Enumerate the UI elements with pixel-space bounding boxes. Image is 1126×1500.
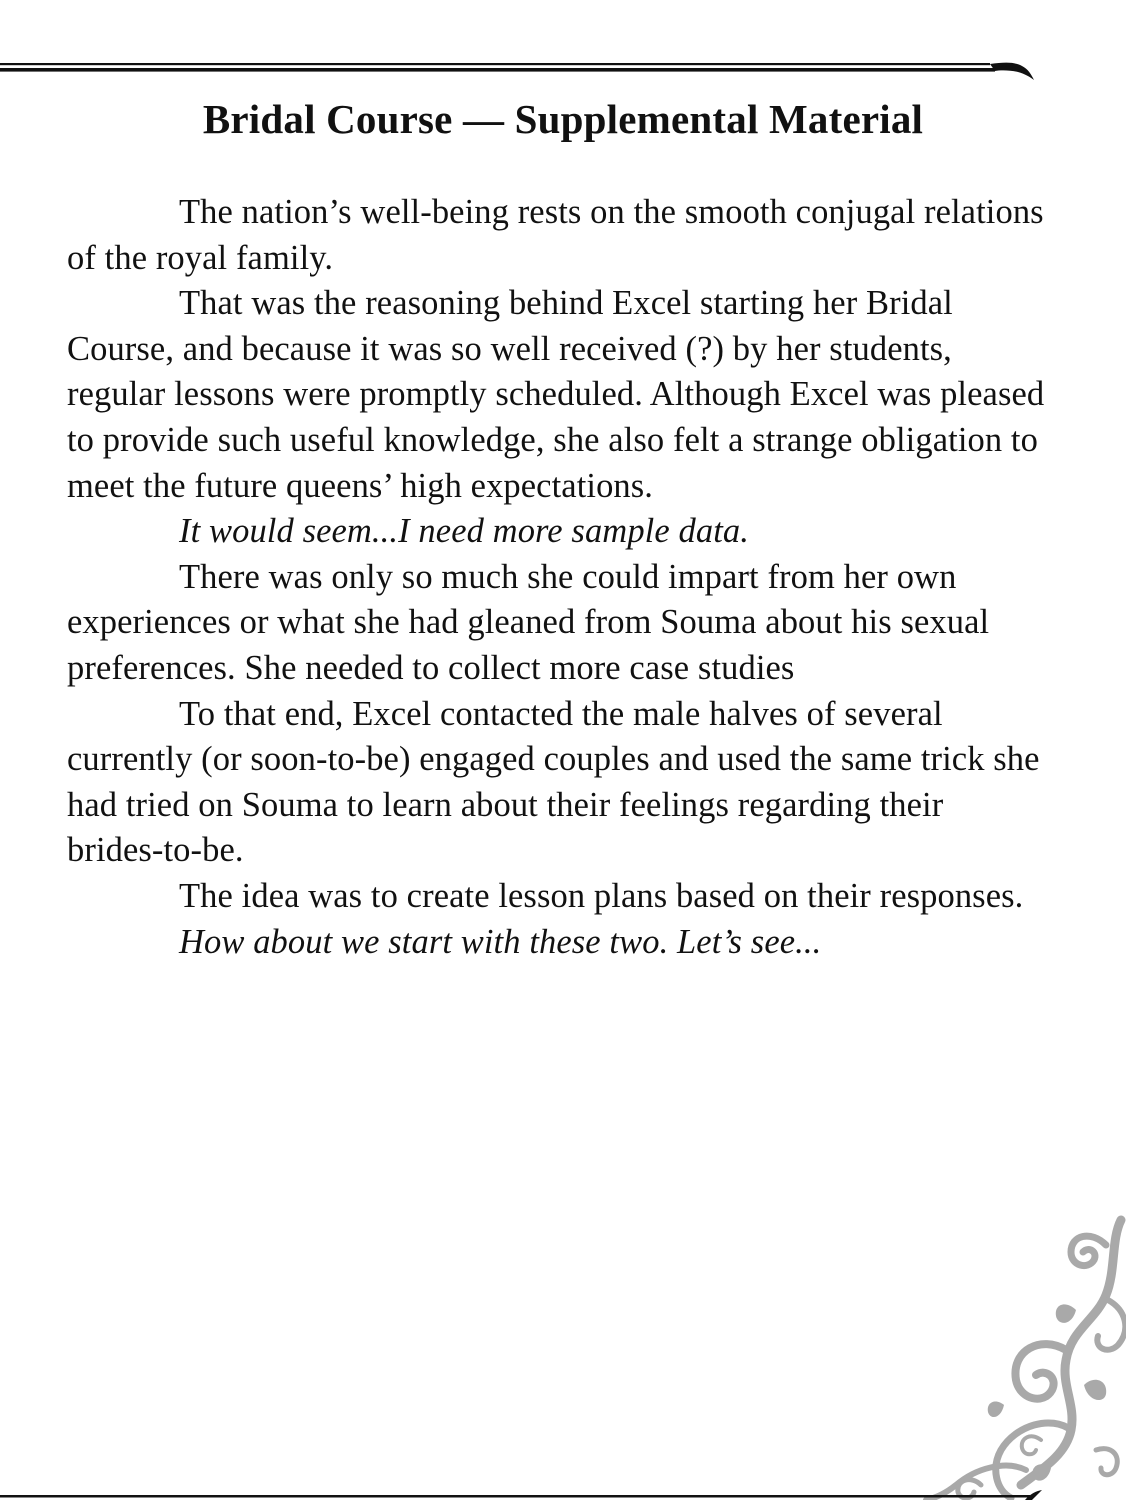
paragraph: The nation’s well-being rests on the smooth conjugal relations of the royal family.: [67, 193, 1044, 277]
paragraph: To that end, Excel contacted the male halves of several currently (or soon-to-be) engaged couples and used the same trick she had tried on Souma to learn about their feelings regarding their brides-to-be.: [67, 694, 1040, 870]
body-text: [67, 190, 1047, 965]
page-title: Bridal Course — Supplemental Material: [202, 96, 924, 142]
paragraph: That was the reasoning behind Excel starting her Bridal Course, and because it was so well received (?) by her students, regular lessons were promptly scheduled. Although Excel was pleased to provide such useful knowledge, she also felt a strange obligation to meet the future queens’ high expectations.: [67, 284, 1045, 505]
top-ornamental-rule: [0, 56, 1040, 86]
paragraph-italic: It would seem...I need more sample data.: [179, 512, 749, 551]
bottom-rule: [0, 1490, 1126, 1500]
floral-corner-flourish-icon: [826, 1200, 1126, 1500]
paragraph: There was only so much she could impart from her own experiences or what she had gleaned from Souma about his sexual preferences. She needed to collect more case studies: [67, 557, 990, 687]
paragraph-italic: How about we start with these two. Let’s see...: [179, 922, 822, 961]
paragraph: The idea was to create lesson plans based on their responses.: [179, 876, 1024, 915]
